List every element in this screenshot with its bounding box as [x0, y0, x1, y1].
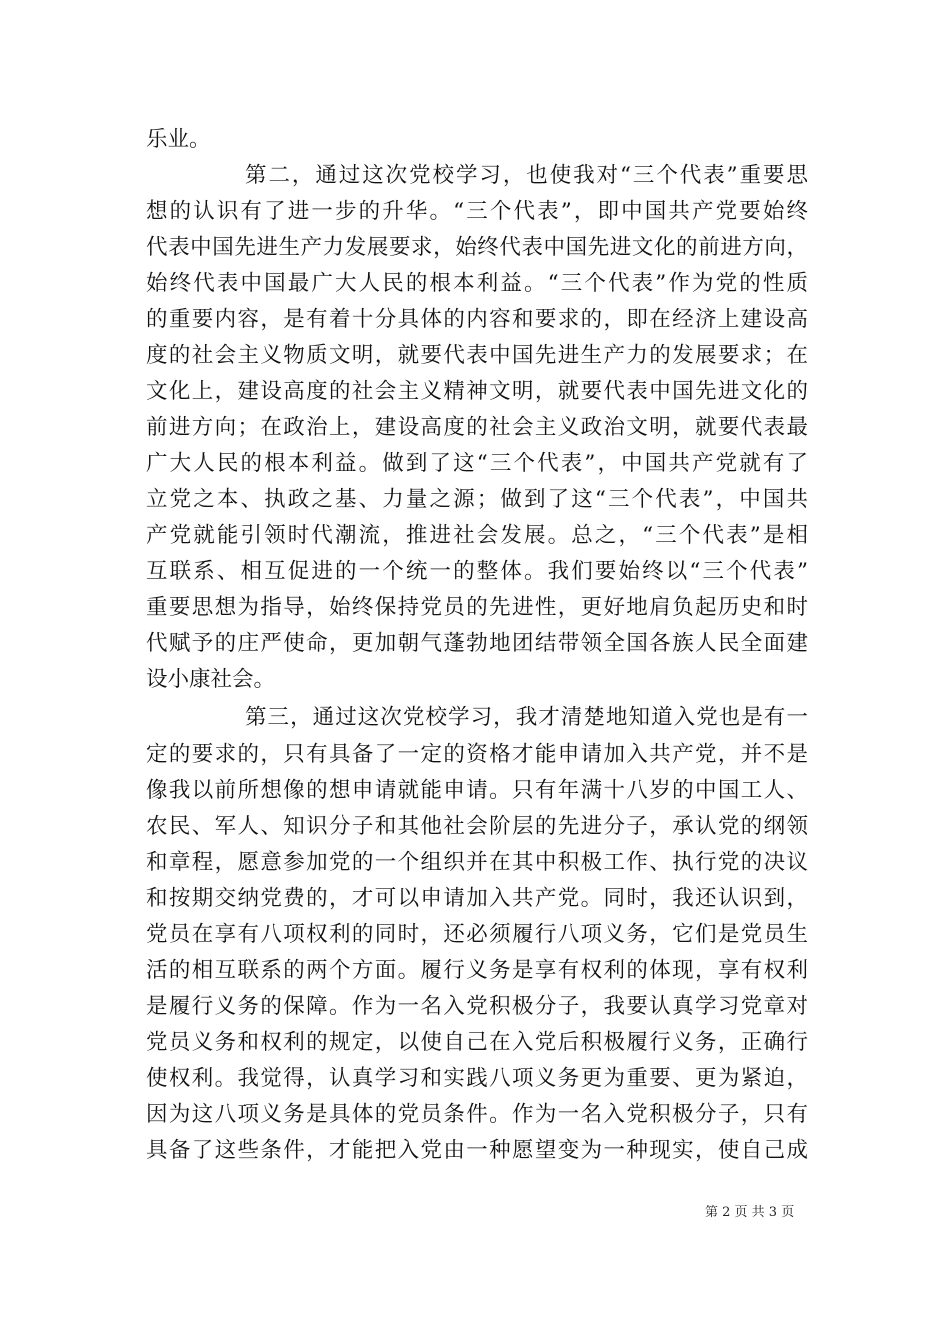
- text-line: 和按期交纳党费的，才可以申请加入共产党。同时，我还认识到，: [146, 886, 808, 911]
- text-line: 互联系、相互促进的一个统一的整体。我们要始终以“三个代表”: [146, 559, 808, 584]
- text-line: 像我以前所想像的想申请就能申请。只有年满十八岁的中国工人、: [146, 778, 808, 803]
- text-line: 使权利。我觉得，认真学习和实践八项义务更为重要、更为紧迫，: [146, 1066, 808, 1091]
- text-line: 立党之本、执政之基、力量之源；做到了这“三个代表”，中国共: [146, 487, 808, 512]
- text-line: 和章程，愿意参加党的一个组织并在其中积极工作、执行党的决议: [146, 850, 808, 875]
- paragraph-start-line: 第二，通过这次党校学习，也使我对“三个代表”重要思: [245, 163, 808, 188]
- text-line: 想的认识有了进一步的升华。“三个代表”，即中国共产党要始终: [146, 199, 808, 224]
- text-line: 前进方向；在政治上，建设高度的社会主义政治文明，就要代表最: [146, 415, 808, 440]
- text-line: 乐业。: [146, 127, 211, 152]
- text-line: 文化上，建设高度的社会主义精神文明，就要代表中国先进文化的: [146, 379, 808, 404]
- text-line: 重要思想为指导，始终保持党员的先进性，更好地肩负起历史和时: [146, 595, 808, 620]
- text-line: 设小康社会。: [146, 667, 276, 692]
- text-line: 始终代表中国最广大人民的根本利益。“三个代表”作为党的性质: [146, 271, 808, 296]
- text-line: 广大人民的根本利益。做到了这“三个代表”，中国共产党就有了: [146, 451, 808, 476]
- text-line: 因为这八项义务是具体的党员条件。作为一名入党积极分子，只有: [146, 1102, 808, 1127]
- text-line: 党员义务和权利的规定，以使自己在入党后积极履行义务，正确行: [146, 1030, 808, 1055]
- text-line: 代表中国先进生产力发展要求，始终代表中国先进文化的前进方向，: [146, 235, 808, 260]
- text-line: 是履行义务的保障。作为一名入党积极分子，我要认真学习党章对: [146, 994, 808, 1019]
- text-line: 活的相互联系的两个方面。履行义务是享有权利的体现，享有权利: [146, 958, 808, 983]
- text-line: 农民、军人、知识分子和其他社会阶层的先进分子，承认党的纲领: [146, 814, 808, 839]
- text-line: 产党就能引领时代潮流，推进社会发展。总之，“三个代表”是相: [146, 523, 808, 548]
- paragraph-start-line: 第三，通过这次党校学习，我才清楚地知道入党也是有一: [245, 705, 808, 730]
- text-line: 的重要内容，是有着十分具体的内容和要求的，即在经济上建设高: [146, 307, 808, 332]
- text-line: 代赋予的庄严使命，更加朝气蓬勃地团结带领全国各族人民全面建: [146, 631, 808, 656]
- text-line: 度的社会主义物质文明，就要代表中国先进生产力的发展要求；在: [146, 343, 808, 368]
- text-line: 定的要求的，只有具备了一定的资格才能申请加入共产党，并不是: [146, 742, 808, 767]
- text-line: 党员在享有八项权利的同时，还必须履行八项义务，它们是党员生: [146, 922, 808, 947]
- text-line: 具备了这些条件，才能把入党由一种愿望变为一种现实，使自己成: [146, 1138, 808, 1163]
- page-number-footer: 第 2 页 共 3 页: [705, 1205, 795, 1220]
